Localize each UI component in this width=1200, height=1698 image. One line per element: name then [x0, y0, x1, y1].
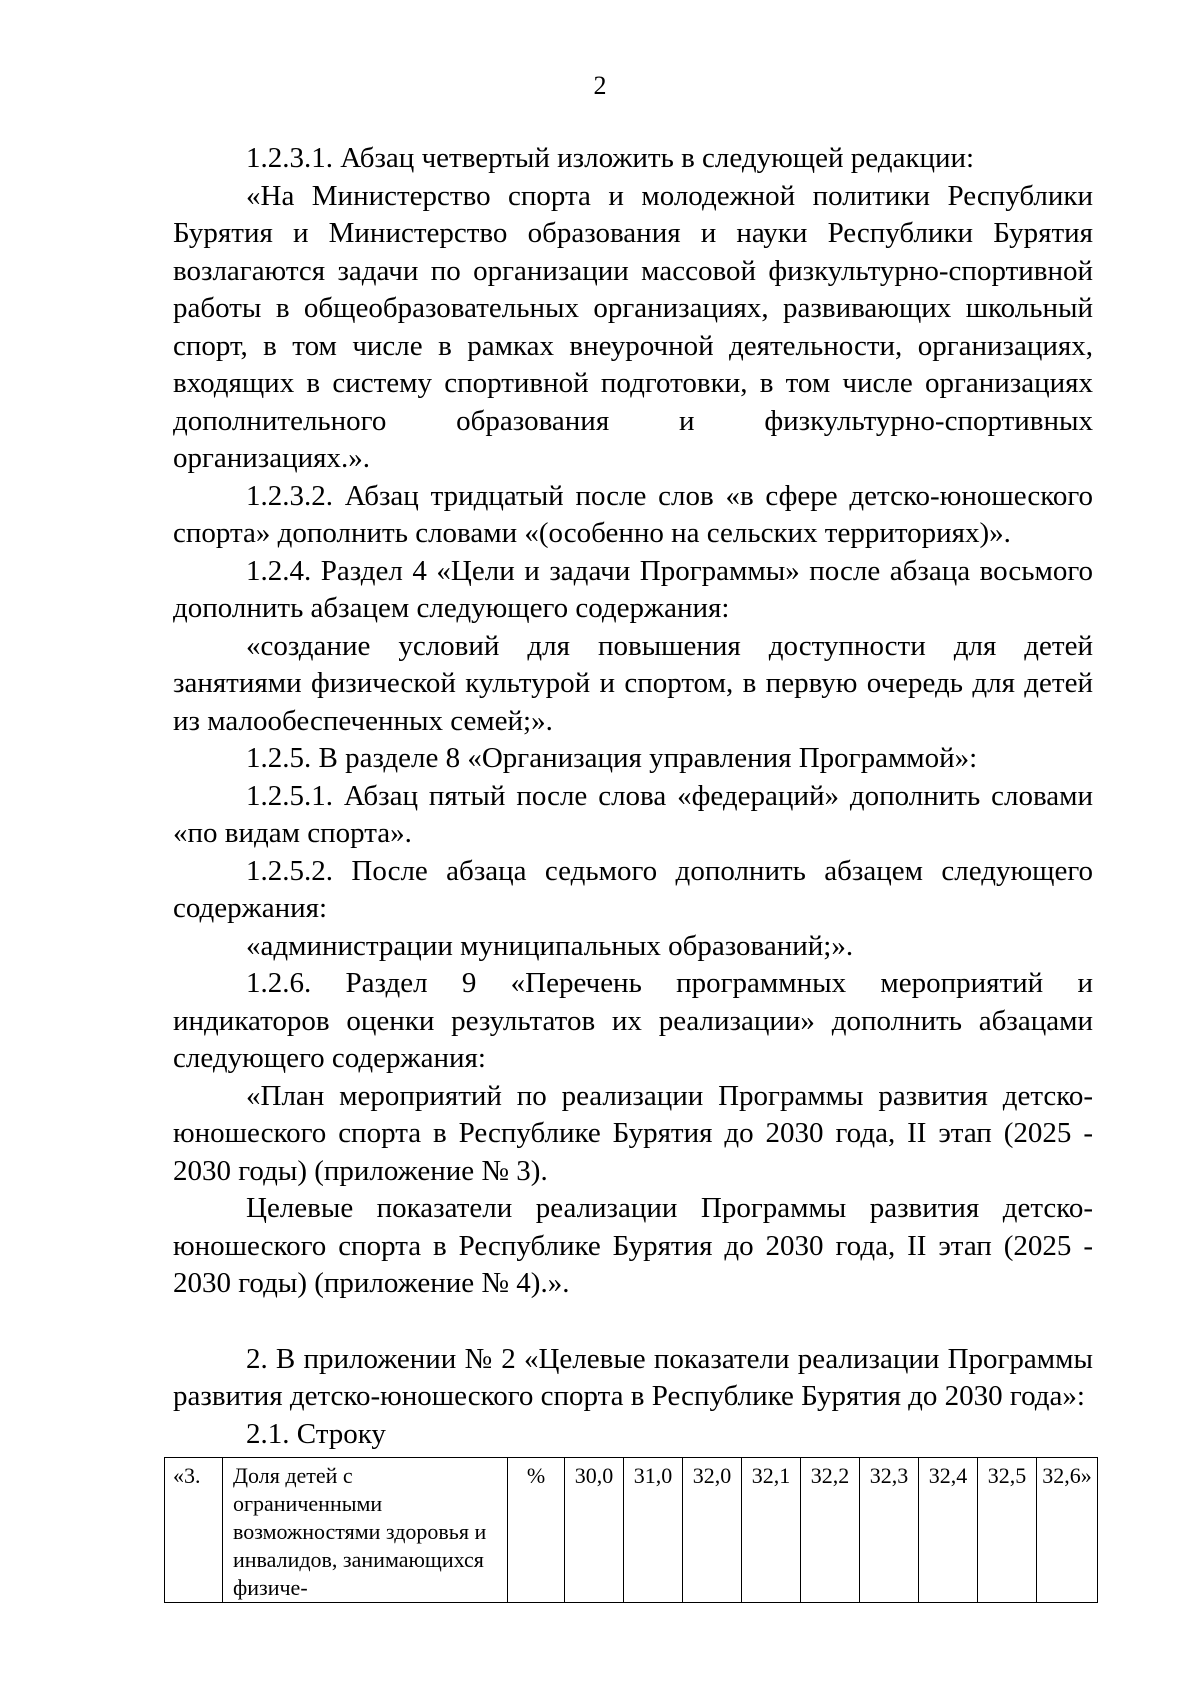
value-cell: 30,0 — [565, 1458, 624, 1603]
table-row — [165, 1458, 1098, 1603]
paragraph-1-2-4: 1.2.4. Раздел 4 «Цели и задачи Программы» после абзаца восьмого дополнить абзацем следующего содержания: — [173, 554, 1093, 624]
page-number: 2 — [593, 71, 607, 100]
indicator-table — [164, 1457, 1098, 1603]
paragraph-1-2-3-2: 1.2.3.2. Абзац тридцатый после слов «в сфере детско-юношеского спорта» дополнить словами «(особенно на сельских территориях)». — [173, 479, 1093, 549]
value-cell: 32,2 — [801, 1458, 860, 1603]
paragraph-quote-administrations: «администрации муниципальных образований;». — [246, 929, 854, 962]
paragraph-1-2-3-1: 1.2.3.1. Абзац четвертый изложить в следующей редакции: — [246, 142, 975, 174]
value-cell: 32,4 — [919, 1458, 978, 1603]
paragraph-gap — [173, 1303, 1093, 1341]
paragraph-2-1: 2.1. Строку — [246, 1417, 386, 1450]
paragraph-target-indicators: Целевые показатели реализации Программы развития детско-юношеского спорта в Республике Бурятия до 2030 года, II этап (2025 - 2030 годы) (приложение № 4).». — [173, 1192, 1093, 1299]
value-cell: 32,3 — [860, 1458, 919, 1603]
paragraph-quote-conditions: «создание условий для повышения доступности для детей занятиями физической культурой и спортом, в первую очередь для детей из малообеспеченных семей;». — [173, 629, 1093, 737]
unit-cell: % — [508, 1458, 565, 1603]
paragraph-1-2-5-1: 1.2.5.1. Абзац пятый после слова «федераций» дополнить словами «по видам спорта». — [173, 779, 1093, 849]
value-cell: 32,5 — [978, 1458, 1037, 1603]
paragraph-1-2-5: 1.2.5. В разделе 8 «Организация управления Программой»: — [246, 742, 978, 774]
paragraph-quote-ministries: «На Министерство спорта и молодежной политики Республики Бурятия и Министерство образования и науки Республики Бурятия возлагаются задачи по организации массовой физкультурно-спортивной работы в общеобразовательных организациях, развивающих школьный спорт, в том числе в рамках внеурочной деятельности, организациях, входящих в систему спортивной подготовки, в том числе организациях дополнительного образования и физкультурно-спортивных организациях.». — [173, 179, 1093, 474]
indicator-name-cell: Доля детей с ограниченными возможностями здоровья и инвалидов, занимающихся физиче- — [223, 1458, 508, 1603]
paragraph-1-2-5-2: 1.2.5.2. После абзаца седьмого дополнить абзацем следующего содержания: — [173, 854, 1093, 924]
row-number-cell: «3. — [165, 1458, 223, 1603]
value-cell: 32,0 — [683, 1458, 742, 1603]
paragraph-2: 2. В приложении № 2 «Целевые показатели реализации Программы развития детско-юношеского спорта в Республике Бурятия до 2030 года»: — [173, 1342, 1093, 1412]
value-cell: 32,1 — [742, 1458, 801, 1603]
value-cell: 31,0 — [624, 1458, 683, 1603]
value-cell: 32,6» — [1037, 1458, 1098, 1603]
paragraph-1-2-6: 1.2.6. Раздел 9 «Перечень программных мероприятий и индикаторов оценки результатов их реализации» дополнить абзацами следующего содержания: — [173, 967, 1093, 1074]
document-body — [173, 140, 1093, 1453]
paragraph-quote-plan: «План мероприятий по реализации Программы развития детско-юношеского спорта в Республике Бурятия до 2030 года, II этап (2025 - 2030 годы) (приложение № 3). — [173, 1079, 1093, 1187]
